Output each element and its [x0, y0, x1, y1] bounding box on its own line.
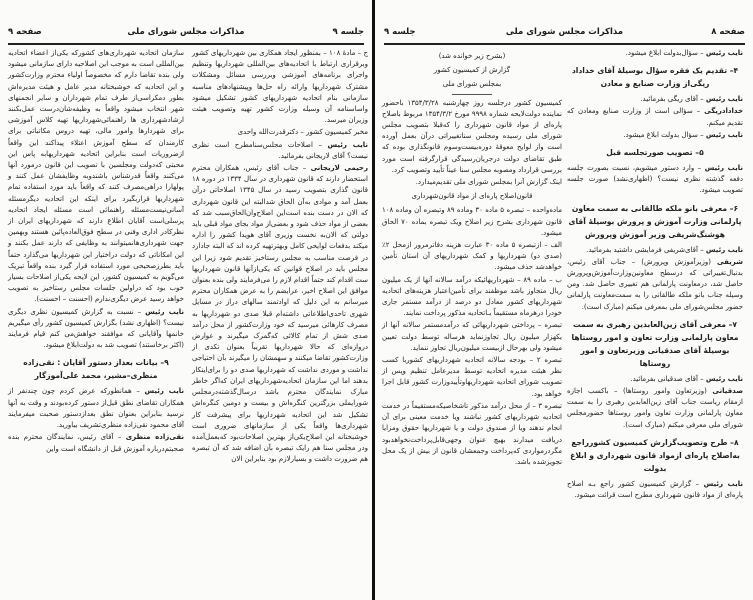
- agenda-heading: ۸– طرح وتصویب‌گزارش کمیسیون کشورراجع به‌اصلاح پاره‌ای ازمواد قانون شهرداری و ابلاغ بدولت: [570, 437, 740, 473]
- speaker-name: نایب رئیس: [145, 307, 184, 316]
- column-right: [192, 48, 368, 467]
- speech-paragraph: [567, 106, 743, 128]
- speaker-name: نایب رئیس: [703, 479, 743, 488]
- speech-paragraph: [8, 307, 184, 352]
- text-paragraph: بمجلس شورای ملی: [442, 80, 502, 89]
- speech-paragraph: [8, 432, 184, 454]
- speaker-name: رحیمی لاریجانی: [310, 164, 368, 173]
- speech-paragraph: [567, 479, 743, 501]
- speech-text: – همانطورکه عرض کردم چون چندنفر از همکاران تقاضای نطق قبل‌از دستور کرده‌بودند و وقت به آنها نرسید بنابراین بعنوان نطق بعدازدستور صحبت میفرمایند آقای محمود نقی‌زاده منظری‌تشریف بیاورید.: [8, 387, 184, 430]
- speech-paragraph: [567, 130, 743, 141]
- text-paragraph: ماده‌واحده – تبصره ۵ ماده ۳۰ وماده ۸۹ وتبصره آن وماده ۱۰۸ قانون شهرداری بشرح زیر اصلاح ویک تبصره بماده ۷۰ الحاق میشود.: [382, 206, 563, 237]
- text-paragraph: (بشرح زیر خوانده شد): [438, 52, 506, 60]
- text-paragraph: تبصره ۲ – بودجه سالانه اتحادیه شهرداریهای کشوربا کسب نظر هیئت مدیره اتحادیه توسط مدیرعامل تنظیم وپس از تصویب شورای اتحادیه شهرداریهاوتأییدوزارت کشور قابل اجرا خواهد بود.: [382, 356, 562, 398]
- speech-text: – آقای رئیس، نمایندگان محترم بنده صحبتم‌درباره آموزش قبل از دانشگاه است واین: [8, 433, 184, 453]
- page-number: صفحه ۹: [8, 27, 42, 37]
- speech-paragraph: [567, 163, 743, 197]
- agenda-heading: ۵– تصویب صورتجلسه قبل: [606, 148, 704, 158]
- session-label: جلسه ۹: [332, 27, 364, 37]
- speech-text: – سؤال بدولت ابلاغ میشود.: [623, 130, 706, 139]
- speaker-name: نقی‌زاده منظری: [125, 433, 185, 442]
- text-paragraph: سازمان اتحادیه شهرداری‌های کشورکه یکی‌از اعضاء اتحادیه بین‌المللی است به موجب این اصلاحیه دارای سازمانی میشود ولی بنده تقاضا دارم که مخصوصاً اولیاء محترم وزارت‌کشور و این اتحادیه که خوشبختانه مدیر عامل و هیئت مدیره‌اش بطور دمکراسی‌از طرف تمام شهرداران و سایر انجمنهای شهر انتخاب میشود واقعاً به وظیفه‌شان‌درست عمل‌بکنند ارشادشهرداری ها راهنمائی‌شهرداریها تهیه کلاس آموزشی برای شهردارها وامور مالی، تهیه دروس مکاتباتی برای کارمندان که سطح آموزش اعتلاء پیداکند این واقعاً ازضروریات است بنابراین اتحادیه شهرداریهابه پاس این محبتی که‌دولت ومجلسین با تصویب این قانون درمورد آنها می‌کنند واقعاً قدرشناس باشندوبه وظایفشان عمل کنند و پولهارا دراهی‌مصرف کنند که واقعاً باید مورد استفاده تمام شهرداریها قراربگیرد برای اینکه این اتحادیه دیگرمسئله آسانی‌نیست‌مسئله راهنمائی است مسئله ایجاد اتحادیه پرسلی‌است آقایان اطلاع دارند که شهرداریهای ایران از نظرکادر اداری وفنی در سطح فوق‌العاده‌پائین هستند وبهمین جهت شهرداری‌هانمیتوانند به وظایفی که دارند عمل بکنند و این امکاناتی که دولت دراختیار این شهرداریها می‌گذارد حتماً باید بطرزصحیحی مورد استفاده قرار گیرد بنده واقعاً تبریک می‌گویم به کمیسیون کشور، این لایحه یکی‌از اصلاحات بسیار خوب بود که دراولین جلسات مجلس رستاخیز به تصویب خواهد رسید عرض دیگری‌ندارم (احسنت – احسنت).: [8, 49, 184, 304]
- speaker-name: شریفی: [717, 257, 743, 266]
- speech-text: – سؤال‌بدولت ابلاغ میشود.: [625, 49, 706, 57]
- text-paragraph: اینک گزارش آنرا بمجلس شورای ملی تقدیم‌میدارد.: [415, 178, 562, 187]
- text-paragraph: تبصره – پرداختی شهرداریهائی که درآمدمستمر سالانه آنها از یکهزار میلیون ریال تجاوزنماید هرساله توسط دولت تعیین میشود ولی بهرحال ازبیست میلیون‌ریال تجاوز ننماید.: [382, 321, 562, 352]
- speech-paragraph: [567, 257, 743, 313]
- speech-paragraph: [567, 245, 743, 256]
- text-paragraph: ج – مادهٔ ۱۰۸ – بمنظور ایجاد همکاری بین شهرداریهای کشور وبرقراری ارتباط با اتحادیه‌های بین‌المللی شهرداریها وتنظیم واجرای برنامه‌های آموزشی وبررسی مسائل ومشکلات مشترک شهرداریها وارائه راه حل‌ها وپیشنهادهای مناسبه سازمانی بنام اتحادیه شهرداریهای کشور تشکیل میشود واساسنامه آن وسیله وزارت کشور تهیه وتصویب هیئت وزیران میرسد.: [192, 49, 368, 125]
- speech-paragraph: [567, 374, 743, 385]
- text-paragraph: گزارش از کمیسیون کشور: [433, 66, 511, 75]
- right-page: [376, 0, 753, 600]
- speaker-name: نایب رئیس: [705, 245, 743, 254]
- speech-text: – گزارش کمیسیون کشور راجع بـه اصلاح پاره‌ای از مواد قانون شهرداری مطرح است قرائت میشود.: [567, 479, 743, 500]
- speech-text: (وزیرآموزش وپرورش) – جناب آقای رئیس، بدنبال‌تغییراتی که درسطح معاونین‌وزارت‌آموزش‌وپرورش حاصل شد، درمعاونت پارلمانی هم تغییری حاصل شد. ومن وسیله جناب بانو ملکه طالقانی را به سمت‌معاونت پارلمانی حضور مجلس‌شورای ملی بمعرفی میکنم (مبارک است).: [567, 257, 743, 311]
- text-paragraph: تبصره ۳ – از محل درآمد مذکور تاشخاصیکه‌مستقیماً در خدمت اتحادیه شهرداریهای کشور نباشند ویا خدمت معینی برای آن انجام ندهند ویا از صندوق دولت و یا شهرداریها حقوق ومزایا دریافت میدارند بهیچ عنوان وجهی‌قابل‌پرداخت‌نخواهدبود مگردرمواردی که‌پرداخت وجمعشان قانون از بیش از یک محل تجویزشده باشد.: [382, 401, 563, 466]
- page-header: [384, 27, 745, 41]
- text-paragraph: ب – ماده ۸۹ – شهرداریهائیکه درآمد سالانه آنها از یک میلیون ریال متجاوز باشد موظفند برای تأمین‌اعتبار هزینه‌های اتحادیه شهرداریهای کشور معادل دو درصد از درآمد مستمر جاری خودرا درهرماه مستقیماً بـاتحادیه مذکور پرداخت نمایند.: [382, 275, 562, 318]
- speaker-name: نایب رئیس: [144, 387, 184, 396]
- speech-text: – آقای صدقیانی بفرمائید.: [630, 374, 706, 383]
- left-page: [0, 0, 372, 600]
- text-paragraph: قانون‌اصلاح پاره‌ای از مواد قانون‌شهرداری: [411, 192, 533, 201]
- speech-text: – اصلاحات مجلس‌سنامطرح است نظری نیست؟ آقای لاریجانی بفرمائید.: [192, 140, 368, 160]
- header-rule: [384, 43, 745, 45]
- speech-text: (وزیرتعاون وامور روستاها) – باکسب اجازه ازمقام ریاست جناب آقای زین‌العابدین رهبری را به سمت معاون پارلمانی وزارت تعاون وامور روستاها حضورمجلس شورای ملی معرفی میکنم (مبارک است).: [567, 387, 743, 429]
- speech-text: – آقای ریگی بفرمائید.: [640, 95, 706, 104]
- header-rule: [8, 43, 364, 45]
- speech-text: – سؤالی است از وزارت صنایع ومعادن که تقدیم میکنم.: [567, 107, 743, 127]
- speech-text: – آقای‌شریفی فرمایشی داشتید بفرمائید.: [586, 245, 706, 254]
- page-header: [8, 27, 364, 41]
- speaker-name: صدقیانی: [712, 387, 743, 396]
- text-paragraph: الف – ازتبصره ۵ ماده ۳۰ عبارت هزینه دفاترمرور ازمحل ۲٪ (صدی دو) شهرداریها و کمک شهرداریهای آن استان تأمین خواهدشد حذف میشود.: [382, 241, 562, 272]
- speaker-name: خدادادریگی: [704, 107, 743, 116]
- speaker-name: نایب رئیس: [705, 49, 743, 57]
- agenda-heading: ۶– معرفی بانو ملکه طالقانی به سمت معاون پارلمانی وزارت آموزش و پرورش بوسیلهٔ آقای هوشنگ‌شریفی وزیر آموزش وپرورش: [568, 203, 742, 239]
- speech-paragraph: [567, 94, 743, 105]
- speaker-name: نایب رئیس: [327, 140, 368, 149]
- speaker-name: نایب رئیس: [705, 374, 743, 383]
- running-title: مذاکرات مجلس شورای ملی: [505, 27, 624, 37]
- column-left: [382, 48, 562, 469]
- session-label: جلسه ۹: [384, 27, 416, 37]
- speaker-name: نایب رئیس: [704, 164, 743, 173]
- speech-text: – جناب آقای رئیس، همکاران محترم استحضار دارند که قانون شهرداری در سال ۱۳۳۴ در دوره ۱۸ قانون گذاری بتصویب رسید در سال ۱۳۴۵ اصلاحاتی درآن بعمل آمد و موادی به‌آن الحاق شدالبته این قانون شهرداری که الان در دست بنده است‌این اصلاح‌وان‌الحاق‌سبب شد که بعضی از مواد حذف شود و بعضی‌از مواد بجای مواد قبلی باید دولتی که الان‌به نخست وزیری آقای هویدا کشور را اداره میکند بدفعات لوایحی کامل وبهترتهیه کرده اند که البته جادارد در فرصت مناسب به مجلس رستاخیز تقدیم شود زیرا این مجلس باید در اصلاح قوانین که یکی‌ازآنها قانون شهرداریها ست اقدام کند حتماً اقدام لازم را می‌فرمایند ولی بنده بعنوان موافق این اصلاح اخیر، عرایضم را به عرض همکاران محترم میرسانم به این دلیل که اوادتمند سالهای دراز در مسایل شهری تاحدی‌اطلاعاتی داشته‌ام قبلا صدی دو شهرداریها به مصرف کارهائی میرسید که خود وزارت‌کشور از محل درآمد صدی شش از تمام کالائی که‌گمرک میگیرند و عوارض دروازه‌ای که حالا شهرداریها تقریباً بعنوان تکدی از وزارت‌کشور تقاضا میکنند و سهمشان را میگیرند بآن احتیاجی نداشت و موردی نداشت که شهرداریها صدی دو را برای‌اینکار بدهند اما این سازمان اتحادیه‌شهرداریهای ایران که‌اگر خاطر مبارک نمایندگان محترم باشد درسال‌گذشته‌درمجلس شورایملی بزرگترین کنگره‌اش و بیست و دومین کنگره‌اش تشکیل شد این اتحادیه شهرداریها برای پیشرفت کار شهرداری‌ها واقعاً یکی از سازمانهای ضروری است خوشبختانه این اصلاح‌یکی‌از بهترین اصلاحات‌بود که‌بعمل‌آمده ودر مجلس سنا هم رایک تبصره بآن اضافه شد که آن تبصره هم ضرورت داشت و بسیارلازم بود بنابراین الان: [192, 164, 369, 464]
- column-right: [567, 48, 743, 502]
- running-title: مذاکرات مجلس شورای ملی: [127, 27, 245, 37]
- column-left: [8, 48, 184, 456]
- text-paragraph: مخبر کمیسیون کشور – دکترقدرت‌الله واحدی: [237, 128, 368, 137]
- agenda-heading: ۹– بیانات بعداز دستور آقایان : نقی‌زاده منظری–مشیر، محمد علی‌آموزگار: [23, 358, 169, 381]
- speaker-name: نایب رئیس: [705, 130, 743, 139]
- speech-paragraph: [8, 386, 184, 431]
- separator-line: [452, 94, 492, 95]
- speech-text: – نسبت به گزارش کمیسیون نظری دیگری نیست؟ (اظهاری نشد) بگزارش کمیسیون کشور رأی میگیریم خانمها وآقایانی که موافقند خواهش‌می کنم قیام فرمایند (اکثر برخاستند) تصویب شد به دولت‌ابلاغ میشود.: [8, 307, 184, 350]
- agenda-heading: ۷– معرفی آقای زین‌العابدین رهبری به سمت معاون پارلمانی وزارت تعاون و امور روستاها بوسیلهٔ آقای صدقیانی وزیرتعاون و امور روستاها: [571, 319, 739, 368]
- speech-paragraph: [192, 140, 368, 162]
- agenda-heading: ۴– تقدیم یک فقره سؤال بوسیلهٔ آقای خداداد ریگی‌از وزارت صنایع و معادن: [571, 66, 739, 89]
- page-number: صفحه ۸: [711, 27, 745, 37]
- speech-paragraph: [192, 163, 368, 465]
- speaker-name: نایب رئیس: [705, 95, 743, 104]
- speech-text: – وارد دستور میشویم، نسبت بصورت جلسه دفعه گذشته نظری نیست؟ (اظهاری‌نشد) صورت جلسه تصویب میشود.: [567, 164, 743, 195]
- text-paragraph: کمیسیون کشور درجلسه روز چهارشنبه ۱۳۵۴/۳/۲۸ باحضور نماینده دولت‌لایحه شماره ۹۹۹۸ مورخ ۱۳۵۴/۳/۲ مربوط باصلاح پاره‌ای از مواد قانون شهرداری را که‌قبلا بتصویب مجلس شورای ملی رسیده ومجلس سناتغییراتی درآن بعمل آورده است واز لوایح معوقهٔ دوره‌بیست‌وسوم قانونگذاری بوده که طبق تقاضای دولت درجریان‌رسیدگی قرارگرفته است مورد بررسی قرارداد ومصوبه مجلس سنا عیناً تأیید وتصویب کرد.: [382, 98, 563, 174]
- speech-paragraph: [567, 386, 743, 431]
- speech-paragraph: [567, 48, 743, 59]
- page-fold-divider: [372, 0, 375, 600]
